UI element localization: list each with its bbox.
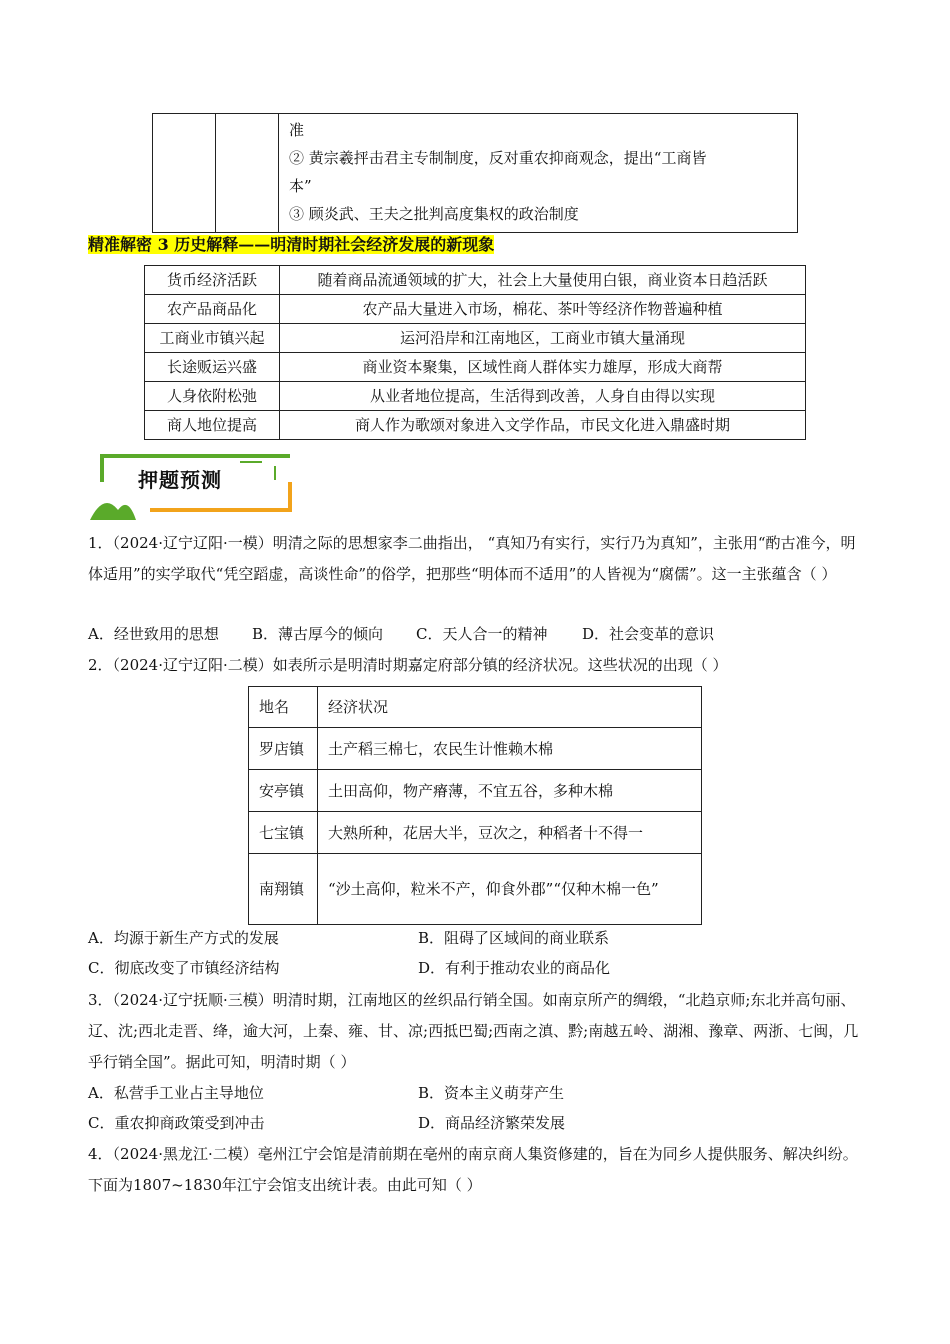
table-row [249, 728, 702, 770]
top-table-cell-2 [216, 114, 279, 233]
top-table-line: ② 黄宗羲抨击君主专制制度，反对重农抑商观念，提出“工商皆 [289, 149, 707, 167]
table-row [145, 266, 806, 295]
table-row [145, 295, 806, 324]
top-table-cell-3 [279, 114, 798, 233]
town-status: 土田高仰，物产瘠薄，不宜五谷，多种木棉 [318, 770, 702, 812]
phenomenon-name: 长途贩运兴盛 [145, 353, 280, 382]
q3-option-c: C．重农抑商政策受到冲击 [88, 1114, 265, 1132]
town-economy-table [248, 686, 702, 925]
phenomenon-name: 人身依附松弛 [145, 382, 280, 411]
town-name: 安亭镇 [249, 770, 318, 812]
table-row [145, 382, 806, 411]
town-name: 南翔镇 [249, 854, 318, 925]
phenomenon-desc: 从业者地位提高，生活得到改善，人身自由得以实现 [280, 382, 806, 411]
table-row [145, 324, 806, 353]
top-continuation-table [152, 113, 798, 233]
prediction-banner [90, 452, 300, 522]
banner-title: 押题预测 [138, 468, 222, 492]
table-header-cell: 地名 [249, 687, 318, 728]
table-row [249, 812, 702, 854]
q2-option-c: C．彻底改变了市镇经济结构 [88, 959, 280, 977]
top-table-line: 本” [289, 177, 312, 195]
section-heading-text: 精准解密 3 历史解释——明清时期社会经济发展的新现象 [88, 235, 495, 254]
town-name: 七宝镇 [249, 812, 318, 854]
town-status: 土产稻三棉七，农民生计惟赖木棉 [318, 728, 702, 770]
table-header-cell: 经济状况 [318, 687, 702, 728]
phenomena-table [144, 265, 806, 440]
table-row [249, 770, 702, 812]
phenomenon-name: 商人地位提高 [145, 411, 280, 440]
table-row [249, 854, 702, 925]
question-4-text: 4．（2024·黑龙江·二模）亳州江宁会馆是清前期在亳州的南京商人集资修建的，旨在为同乡人提供服务、解决纠纷。下面为1807~1830年江宁会馆支出统计表。由此可知（ ） [88, 1145, 858, 1194]
q2-option-b: B．阻碍了区域间的商业联系 [418, 929, 610, 947]
question-3-text: 3．（2024·辽宁抚顺·三模）明清时期，江南地区的丝织品行销全国。如南京所产的绸缎，“北趋京师;东北并高句丽、辽、沈;西北走晋、绛，逾大河，上秦、雍、甘、凉;西抵巴蜀;西南之滇、黔;南越五岭、湖湘、豫章、两浙、七闽，几乎行销全国”。据此可知，明清时期（ ） [88, 991, 859, 1071]
question-1-text: 1．（2024·辽宁辽阳·一模）明清之际的思想家李二曲指出， “真知乃有实行，实行乃为真知”，主张用“酌古准今，明体适用”的实学取代“凭空蹈虚，高谈性命”的俗学，把那些“明体而不适用”的人皆视为“腐儒”。这一主张蕴含（ ） [88, 534, 856, 583]
phenomenon-name: 工商业市镇兴起 [145, 324, 280, 353]
section-heading [88, 234, 494, 256]
question-2-text: 2．（2024·辽宁辽阳·二模）如表所示是明清时期嘉定府部分镇的经济状况。这些状况的出现（ ） [88, 656, 728, 674]
q3-option-a: A．私营手工业占主导地位 [88, 1084, 264, 1102]
table-row [145, 353, 806, 382]
phenomenon-desc: 农产品大量进入市场，棉花、茶叶等经济作物普遍种植 [280, 295, 806, 324]
top-table-line: ③ 顾炎武、王夫之批判高度集权的政治制度 [289, 205, 579, 223]
phenomenon-desc: 随着商品流通领域的扩大，社会上大量使用白银，商业资本日趋活跃 [280, 266, 806, 295]
q2-option-a: A．均源于新生产方式的发展 [88, 929, 279, 947]
q1-option-d: D．社会变革的意识 [582, 625, 715, 643]
phenomenon-name: 农产品商品化 [145, 295, 280, 324]
phenomenon-desc: 运河沿岸和江南地区，工商业市镇大量涌现 [280, 324, 806, 353]
phenomenon-name: 货币经济活跃 [145, 266, 280, 295]
town-status: 大熟所种，花居大半，豆次之，种稻者十不得一 [318, 812, 702, 854]
q1-option-b: B．薄古厚今的倾向 [252, 625, 384, 643]
q1-option-c: C．天人合一的精神 [416, 625, 548, 643]
q3-option-b: B．资本主义萌芽产生 [418, 1084, 565, 1102]
phenomenon-desc: 商人作为歌颂对象进入文学作品，市民文化进入鼎盛时期 [280, 411, 806, 440]
q1-option-a: A．经世致用的思想 [88, 625, 219, 643]
town-status: “沙土高仰，粒米不产，仰食外郡”“仅种木棉一色” [318, 854, 702, 925]
top-table-cell-1 [153, 114, 216, 233]
town-name: 罗店镇 [249, 728, 318, 770]
q3-option-d: D．商品经济繁荣发展 [418, 1114, 566, 1132]
top-table-line: 准 [289, 121, 305, 139]
q2-option-d: D．有利于推动农业的商品化 [418, 959, 611, 977]
table-row [145, 411, 806, 440]
table-row [249, 687, 702, 728]
phenomenon-desc: 商业资本聚集，区域性商人群体实力雄厚，形成大商帮 [280, 353, 806, 382]
